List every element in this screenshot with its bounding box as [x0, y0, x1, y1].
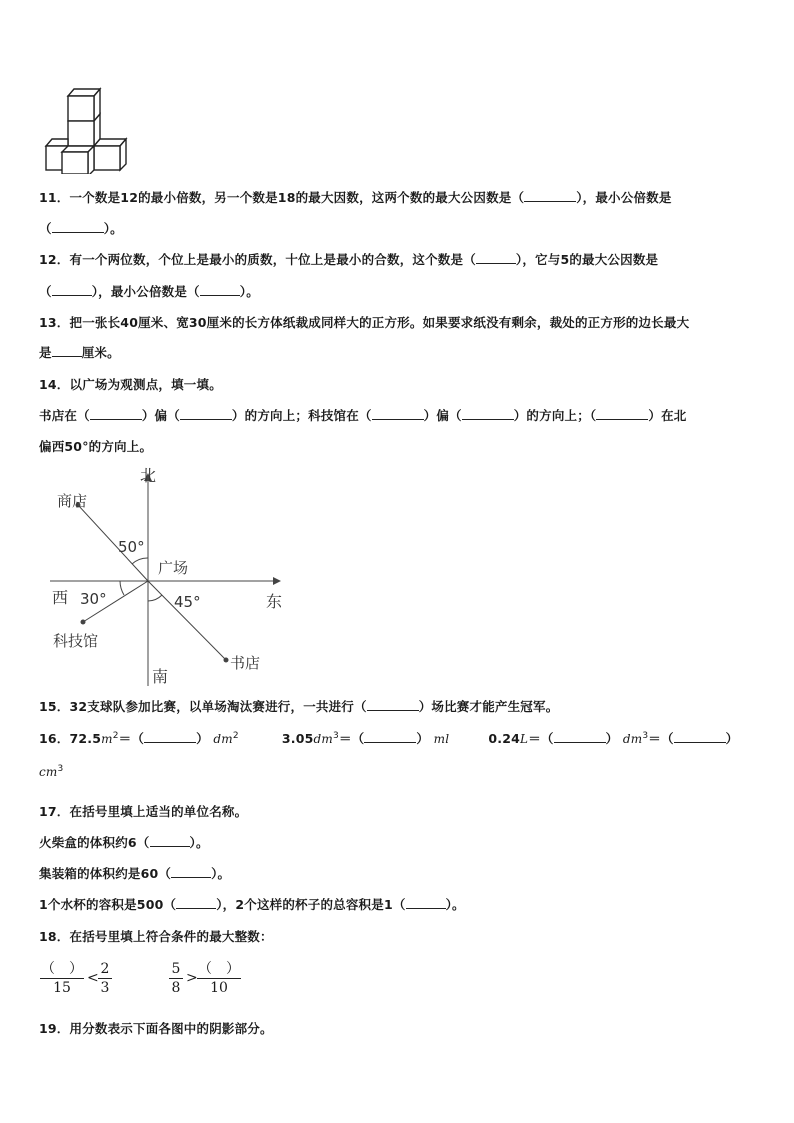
question-13-line-1 — [39, 313, 689, 331]
question-11-text: ）。 — [103, 221, 123, 236]
question-16-text: ＝（ — [648, 731, 674, 746]
question-14-text: ）的方向上；科技馆在（ — [231, 408, 372, 423]
fraction-bar — [169, 978, 183, 979]
exponent: 2 — [112, 730, 119, 741]
question-14-text: ）偏（ — [141, 408, 180, 423]
question-17-line-2 — [39, 864, 230, 882]
unit-m: m — [101, 732, 113, 746]
answer-blank[interactable] — [171, 867, 211, 878]
question-14-text: 14．以广场为观测点，填一填。 — [39, 377, 222, 392]
question-15-text: ）场比赛才能产生冠军。 — [418, 699, 559, 714]
question-11-line-1 — [39, 188, 672, 206]
question-16-text: ） — [725, 731, 739, 746]
less-than-sign: < — [87, 970, 99, 986]
question-16-text: ） — [416, 731, 430, 746]
question-12-text: ），它与5的最大公因数是 — [515, 252, 659, 267]
question-14-title — [39, 375, 222, 393]
question-13-line-2 — [39, 343, 120, 361]
question-17-text: ），2个这样的杯子的总容积是1（ — [216, 897, 406, 912]
unit-ml: ml — [433, 732, 450, 746]
exponent: 3 — [333, 730, 339, 741]
question-17-text: ）。 — [211, 866, 231, 881]
question-16-text: ） — [605, 731, 619, 746]
question-13-text: 厘米。 — [81, 345, 120, 360]
fraction-blank-over-15[interactable] — [40, 961, 84, 996]
question-12-text: （ — [39, 284, 52, 299]
question-14-text: ）偏（ — [423, 408, 462, 423]
question-17-line-1 — [39, 833, 209, 851]
shop-label: 商店 — [57, 492, 88, 510]
answer-blank[interactable] — [524, 191, 576, 202]
question-16-text: 16．72.5 — [39, 731, 102, 746]
question-14-text: ）在北 — [648, 408, 687, 423]
fraction-numerator: 2 — [100, 961, 110, 977]
question-18-text: 18．在括号里填上符合条件的最大整数： — [39, 929, 273, 944]
question-12-text: ）。 — [239, 284, 259, 299]
fraction-denominator: 8 — [171, 980, 181, 996]
question-16-line — [39, 729, 738, 747]
answer-blank[interactable] — [674, 732, 726, 743]
question-16-text: ＝（ — [118, 731, 145, 746]
answer-blank[interactable] — [144, 732, 196, 743]
question-16-text: ＝（ — [338, 731, 365, 746]
question-17-text: 1个水杯的容积是500（ — [39, 897, 177, 912]
question-19-text: 19．用分数表示下面各图中的阴影部分。 — [39, 1021, 273, 1036]
question-12-text: ），最小公倍数是（ — [91, 284, 200, 299]
answer-blank[interactable] — [554, 732, 606, 743]
question-17-line-3 — [39, 895, 465, 913]
question-14-line-2 — [39, 437, 152, 455]
angle-arc-sw — [120, 581, 124, 595]
unit-dm: dm — [213, 732, 233, 746]
question-14-text: ）的方向上；（ — [513, 408, 597, 423]
answer-blank[interactable] — [200, 285, 240, 296]
fraction-blank-over-10[interactable] — [197, 961, 241, 996]
question-17-text: 17．在括号里填上适当的单位名称。 — [39, 804, 248, 819]
question-16-text: 0.24 — [488, 731, 521, 746]
answer-blank[interactable] — [596, 409, 648, 420]
answer-blank[interactable] — [462, 409, 514, 420]
question-12-line-2 — [39, 282, 259, 300]
question-16-text: ＝（ — [528, 731, 554, 746]
unit-dm: dm — [622, 732, 643, 746]
question-17-text: ）。 — [445, 897, 465, 912]
question-11-text: （ — [39, 221, 52, 236]
question-12-line-1 — [39, 250, 658, 268]
south-label: 南 — [152, 667, 169, 686]
question-18-title — [39, 927, 273, 945]
answer-blank[interactable] — [52, 285, 92, 296]
angle-sw-label: 30° — [80, 590, 107, 608]
question-13-text: 是 — [39, 345, 52, 360]
question-16-text: ） — [196, 731, 209, 746]
answer-blank[interactable] — [367, 700, 419, 711]
fraction-denominator: 3 — [100, 980, 110, 996]
fraction-numerator[interactable]: （ ） — [41, 961, 83, 977]
question-13-text: 13．把一张长40厘米、宽30厘米的长方体纸裁成同样大的正方形。如果要求纸没有剩余，裁处的正方形的边长最大 — [39, 315, 690, 330]
answer-blank[interactable] — [150, 836, 190, 847]
unit-l: L — [520, 732, 529, 746]
unit-dm: dm — [313, 732, 333, 746]
tech-point — [81, 620, 86, 625]
answer-blank[interactable] — [90, 409, 142, 420]
center-label: 广场 — [158, 559, 189, 577]
answer-blank[interactable] — [476, 253, 516, 264]
bookstore-point — [224, 658, 229, 663]
question-17-text: 集装箱的体积约是60（ — [39, 866, 172, 881]
angle-arc-nw — [132, 558, 148, 564]
fraction-denominator: 10 — [210, 980, 228, 996]
north-label: 北 — [140, 466, 157, 485]
fraction-2-3 — [98, 961, 112, 996]
east-label: 东 — [266, 592, 283, 611]
bookstore-label: 书店 — [230, 654, 261, 672]
answer-blank[interactable] — [52, 346, 82, 357]
greater-than-sign: > — [186, 970, 198, 986]
question-15-text: 15．32支球队参加比赛，以单场淘汰赛进行，一共进行（ — [39, 699, 367, 714]
exponent: 3 — [642, 730, 649, 741]
angle-se-label: 45° — [174, 593, 201, 611]
tech-label: 科技馆 — [53, 632, 99, 650]
question-11-line-2 — [39, 219, 123, 237]
compass-diagram — [40, 460, 300, 690]
west-label: 西 — [52, 588, 69, 607]
question-17-text: 火柴盒的体积约6（ — [39, 835, 150, 850]
fraction-bar — [98, 978, 112, 979]
unit-cm: cm — [39, 765, 58, 780]
answer-blank[interactable] — [176, 898, 216, 909]
fraction-bar — [197, 978, 241, 979]
fraction-numerator[interactable]: （ ） — [198, 961, 240, 977]
angle-nw-label: 50° — [118, 538, 145, 556]
answer-blank[interactable] — [180, 409, 232, 420]
fraction-5-8 — [169, 961, 183, 996]
question-19-title — [39, 1019, 273, 1037]
cube-stack-figure — [40, 84, 130, 174]
answer-blank[interactable] — [52, 222, 104, 233]
question-17-text: ）。 — [189, 835, 209, 850]
question-17-title — [39, 802, 247, 820]
answer-blank[interactable] — [406, 898, 446, 909]
answer-blank[interactable] — [372, 409, 424, 420]
question-14-text: 书店在（ — [39, 408, 90, 423]
fraction-bar — [40, 978, 84, 979]
question-12-text: 12．有一个两位数，个位上是最小的质数，十位上是最小的合数，这个数是（ — [39, 252, 476, 267]
fraction-denominator: 15 — [53, 980, 71, 996]
exponent: 3 — [57, 764, 64, 774]
fraction-numerator: 5 — [171, 961, 181, 977]
question-11-text: 11．一个数是12的最小倍数，另一个数是18的最大因数，这两个数的最大公因数是（ — [39, 190, 525, 205]
question-15-line — [39, 697, 558, 715]
angle-arc-se — [148, 595, 162, 601]
question-16-text: 3.05 — [281, 731, 314, 746]
exponent: 2 — [232, 730, 239, 741]
answer-blank[interactable] — [364, 732, 416, 743]
question-11-text: ），最小公倍数是 — [576, 190, 672, 205]
question-16-line-2 — [39, 764, 63, 779]
question-14-text: 偏西50°的方向上。 — [39, 439, 153, 454]
question-14-line-1 — [39, 406, 687, 424]
